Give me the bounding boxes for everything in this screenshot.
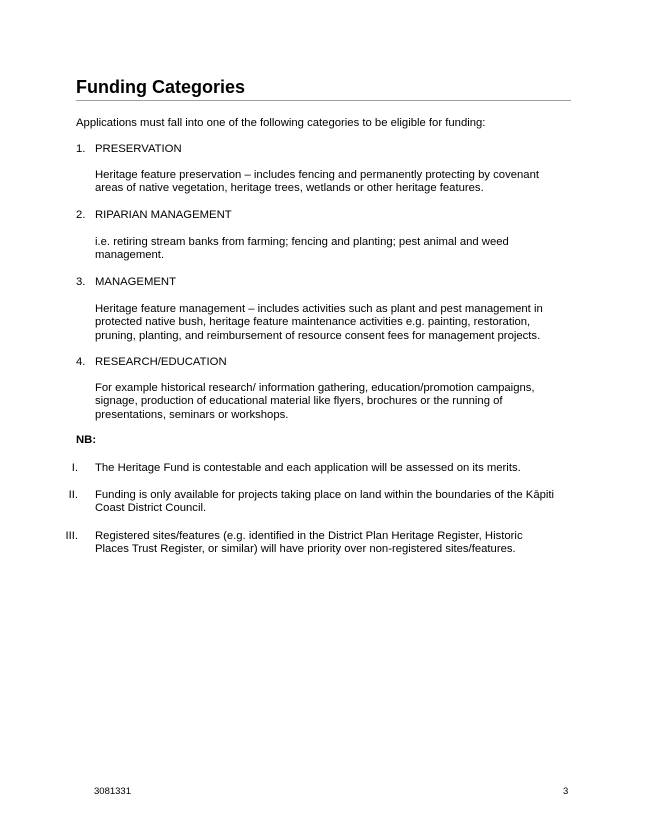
description-line: areas of native vegetation, heritage trees, wetlands or other heritage features.: [95, 182, 484, 195]
description-line: Heritage feature preservation – includes fencing and permanently protecting by covenant: [95, 169, 539, 181]
category-title-management: MANAGEMENT: [95, 276, 176, 288]
note-line: Coast District Council.: [95, 502, 207, 515]
page-number: 3: [563, 786, 569, 797]
note-numeral: II.: [68, 489, 78, 501]
heading-divider: [76, 100, 571, 101]
category-title-preservation: PRESERVATION: [95, 143, 182, 155]
category-description-preservation: [95, 169, 565, 196]
description-line: protected native bush, heritage feature maintenance activities e.g. painting, restoration,: [95, 316, 531, 329]
description-line: i.e. retiring stream banks from farming; fencing and planting; pest animal and weed: [95, 236, 509, 248]
category-number: 1.: [76, 143, 86, 155]
category-description-riparian-management: [95, 236, 565, 263]
nb-label: NB:: [76, 434, 97, 446]
document-number: 3081331: [94, 786, 131, 797]
description-line: For example historical research/ information gathering, education/promotion campaigns,: [95, 382, 535, 394]
category-number: 2.: [76, 209, 86, 221]
note-line: Registered sites/features (e.g. identified in the District Plan Heritage Register, Historic: [95, 530, 523, 542]
note-registered-sites: [95, 530, 565, 557]
intro-paragraph: Applications must fall into one of the following categories to be eligible for funding:: [76, 117, 486, 129]
category-title-research-education: RESEARCH/EDUCATION: [95, 356, 227, 368]
note-contestable: [95, 462, 565, 475]
note-funding-boundaries: [95, 489, 565, 516]
description-line: signage, production of educational material like flyers, brochures or the running of: [95, 395, 503, 408]
page-title: Funding Categories: [76, 77, 246, 97]
category-number: 4.: [76, 356, 86, 368]
note-line: The Heritage Fund is contestable and each application will be assessed on its merits.: [95, 462, 521, 474]
description-line: presentations, seminars or workshops.: [95, 408, 289, 421]
note-line: Places Trust Register, or similar) will have priority over non-registered sites/features.: [95, 543, 516, 556]
description-line: pruning, planting, and reimbursement of resource consent fees for management projects.: [95, 329, 541, 342]
category-description-management: [95, 303, 565, 343]
category-title-riparian-management: RIPARIAN MANAGEMENT: [95, 209, 232, 221]
description-line: management.: [95, 249, 165, 262]
note-numeral: III.: [65, 530, 78, 542]
category-description-research-education: [95, 382, 565, 422]
category-number: 3.: [76, 276, 86, 288]
description-line: Heritage feature management – includes activities such as plant and pest management in: [95, 303, 543, 315]
note-line: Funding is only available for projects taking place on land within the boundaries of the Kāpiti: [95, 489, 555, 501]
note-numeral: I.: [71, 462, 78, 474]
